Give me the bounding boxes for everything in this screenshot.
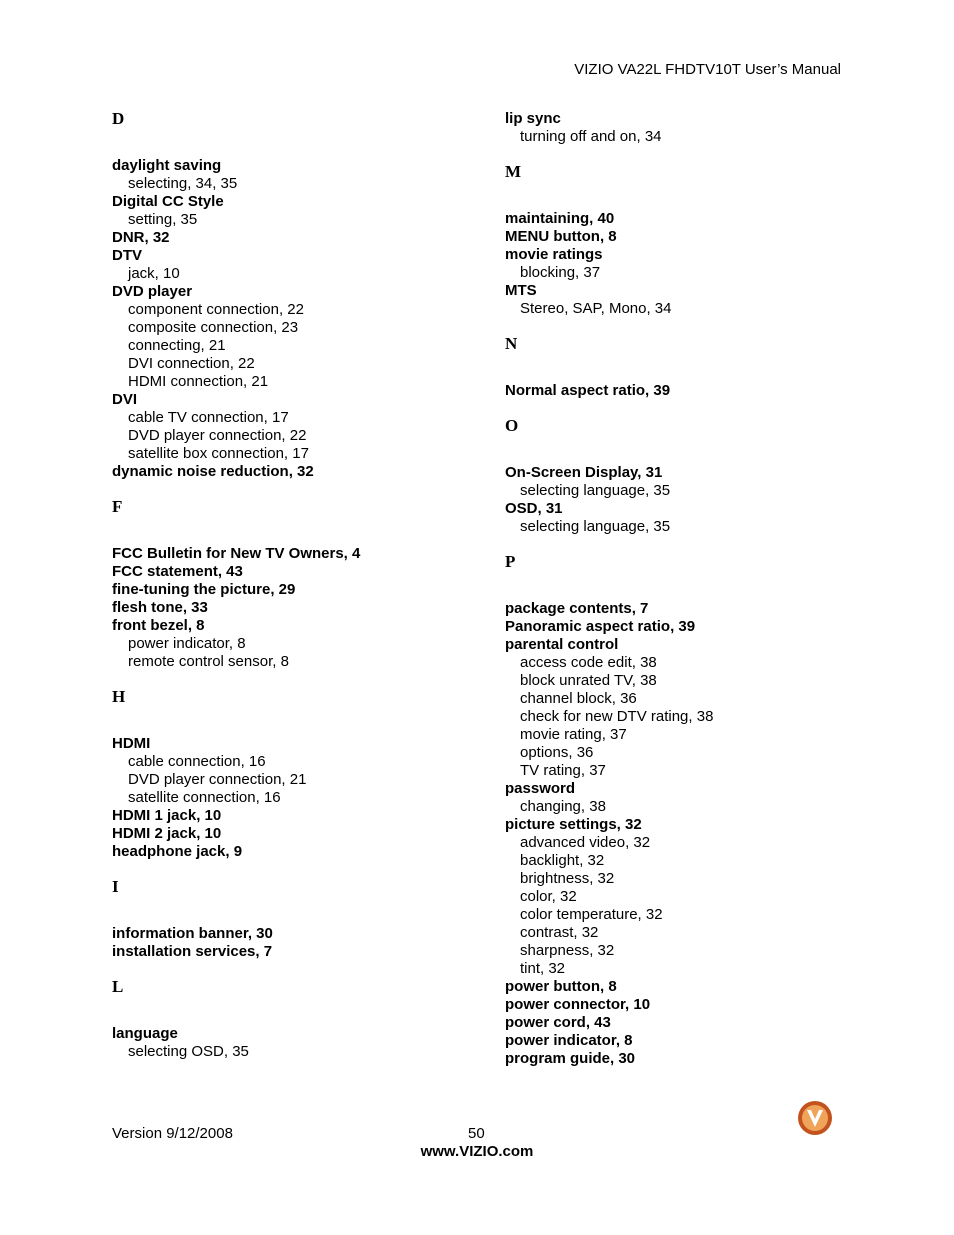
index-subentry: selecting language, 35 — [520, 518, 671, 535]
section-letter: M — [505, 162, 522, 181]
index-subentry: DVD player connection, 22 — [128, 427, 307, 444]
index-term: power connector, 10 — [505, 996, 651, 1013]
index-term: DVI — [112, 391, 138, 408]
index-section — [112, 978, 482, 1061]
index-term: On-Screen Display, 31 — [505, 464, 663, 481]
index-term: DVD player — [112, 283, 193, 300]
index-term: daylight saving — [112, 157, 222, 174]
index-subentry: satellite box connection, 17 — [128, 445, 309, 462]
page-number: 50 — [468, 1125, 485, 1142]
index-section — [505, 417, 835, 536]
index-subentry: HDMI connection, 21 — [128, 373, 269, 390]
index-subentry: connecting, 21 — [128, 337, 226, 354]
index-term: Normal aspect ratio, 39 — [505, 382, 671, 399]
footer-url: www.VIZIO.com — [420, 1143, 534, 1160]
index-term: Panoramic aspect ratio, 39 — [505, 618, 696, 635]
index-term: installation services, 7 — [112, 943, 273, 960]
index-subentry: backlight, 32 — [520, 852, 605, 869]
index-term: power cord, 43 — [505, 1014, 611, 1031]
index-subentry: block unrated TV, 38 — [520, 672, 657, 689]
index-subentry: blocking, 37 — [520, 264, 601, 281]
footer-version: Version 9/12/2008 — [112, 1125, 233, 1142]
index-section — [112, 878, 482, 961]
index-term: package contents, 7 — [505, 600, 649, 617]
index-term: lip sync — [505, 110, 561, 127]
index-subentry: selecting, 34, 35 — [128, 175, 238, 192]
manual-title: VIZIO VA22L FHDTV10T User’s Manual — [574, 61, 841, 78]
index-term: front bezel, 8 — [112, 617, 205, 634]
index-term: movie ratings — [505, 246, 603, 263]
index-subentry: check for new DTV rating, 38 — [520, 708, 714, 725]
index-term: MENU button, 8 — [505, 228, 617, 245]
index-term: parental control — [505, 636, 619, 653]
index-term: fine-tuning the picture, 29 — [112, 581, 296, 598]
index-subentry: selecting OSD, 35 — [128, 1043, 249, 1060]
index-subentry: cable connection, 16 — [128, 753, 266, 770]
index-subentry: advanced video, 32 — [520, 834, 651, 851]
section-letter: P — [505, 552, 516, 571]
index-section — [505, 110, 835, 146]
index-subentry: selecting language, 35 — [520, 482, 671, 499]
index-section — [112, 498, 482, 671]
index-term: DNR, 32 — [112, 229, 170, 246]
index-term: FCC statement, 43 — [112, 563, 243, 580]
index-subentry: brightness, 32 — [520, 870, 615, 887]
index-subentry: component connection, 22 — [128, 301, 304, 318]
index-subentry: cable TV connection, 17 — [128, 409, 289, 426]
index-subentry: power indicator, 8 — [128, 635, 246, 652]
index-section — [505, 335, 835, 400]
index-term: program guide, 30 — [505, 1050, 636, 1067]
index-term: dynamic noise reduction, 32 — [112, 463, 314, 480]
index-term: power button, 8 — [505, 978, 617, 995]
index-subentry: tint, 32 — [520, 960, 566, 977]
index-term: language — [112, 1025, 178, 1042]
index-subentry: changing, 38 — [520, 798, 606, 815]
index-term: HDMI — [112, 735, 151, 752]
index-subentry: setting, 35 — [128, 211, 198, 228]
index-term: FCC Bulletin for New TV Owners, 4 — [112, 545, 361, 562]
vizio-logo-icon — [797, 1100, 833, 1136]
index-subentry: sharpness, 32 — [520, 942, 615, 959]
index-section — [112, 688, 482, 861]
index-term: Digital CC Style — [112, 193, 224, 210]
section-letter: N — [505, 334, 518, 353]
index-term: maintaining, 40 — [505, 210, 615, 227]
section-letter: F — [112, 497, 123, 516]
index-term: OSD, 31 — [505, 500, 563, 517]
index-subentry: contrast, 32 — [520, 924, 599, 941]
index-subentry: movie rating, 37 — [520, 726, 627, 743]
index-subentry: remote control sensor, 8 — [128, 653, 289, 670]
index-column-right — [505, 110, 835, 1068]
index-subentry: Stereo, SAP, Mono, 34 — [520, 300, 672, 317]
index-subentry: DVD player connection, 21 — [128, 771, 307, 788]
index-subentry: composite connection, 23 — [128, 319, 299, 336]
index-term: headphone jack, 9 — [112, 843, 243, 860]
index-term: DTV — [112, 247, 142, 264]
index-section — [112, 110, 482, 481]
index-term: password — [505, 780, 576, 797]
index-subentry: color temperature, 32 — [520, 906, 663, 923]
index-subentry: satellite connection, 16 — [128, 789, 281, 806]
index-column-left — [112, 110, 482, 1061]
index-subentry: turning off and on, 34 — [520, 128, 662, 145]
index-subentry: channel block, 36 — [520, 690, 637, 707]
section-letter: H — [112, 687, 126, 706]
index-subentry: options, 36 — [520, 744, 594, 761]
index-term: HDMI 1 jack, 10 — [112, 807, 222, 824]
section-letter: I — [112, 877, 119, 896]
index-term: picture settings, 32 — [505, 816, 642, 833]
index-term: flesh tone, 33 — [112, 599, 208, 616]
index-subentry: jack, 10 — [128, 265, 180, 282]
index-term: HDMI 2 jack, 10 — [112, 825, 222, 842]
section-letter: L — [112, 977, 124, 996]
index-subentry: DVI connection, 22 — [128, 355, 255, 372]
section-letter: O — [505, 416, 519, 435]
index-term: power indicator, 8 — [505, 1032, 633, 1049]
index-subentry: color, 32 — [520, 888, 577, 905]
section-letter: D — [112, 109, 125, 128]
index-term: information banner, 30 — [112, 925, 273, 942]
index-subentry: TV rating, 37 — [520, 762, 606, 779]
index-term: MTS — [505, 282, 537, 299]
index-subentry: access code edit, 38 — [520, 654, 657, 671]
index-section — [505, 163, 835, 318]
index-section — [505, 553, 835, 1068]
